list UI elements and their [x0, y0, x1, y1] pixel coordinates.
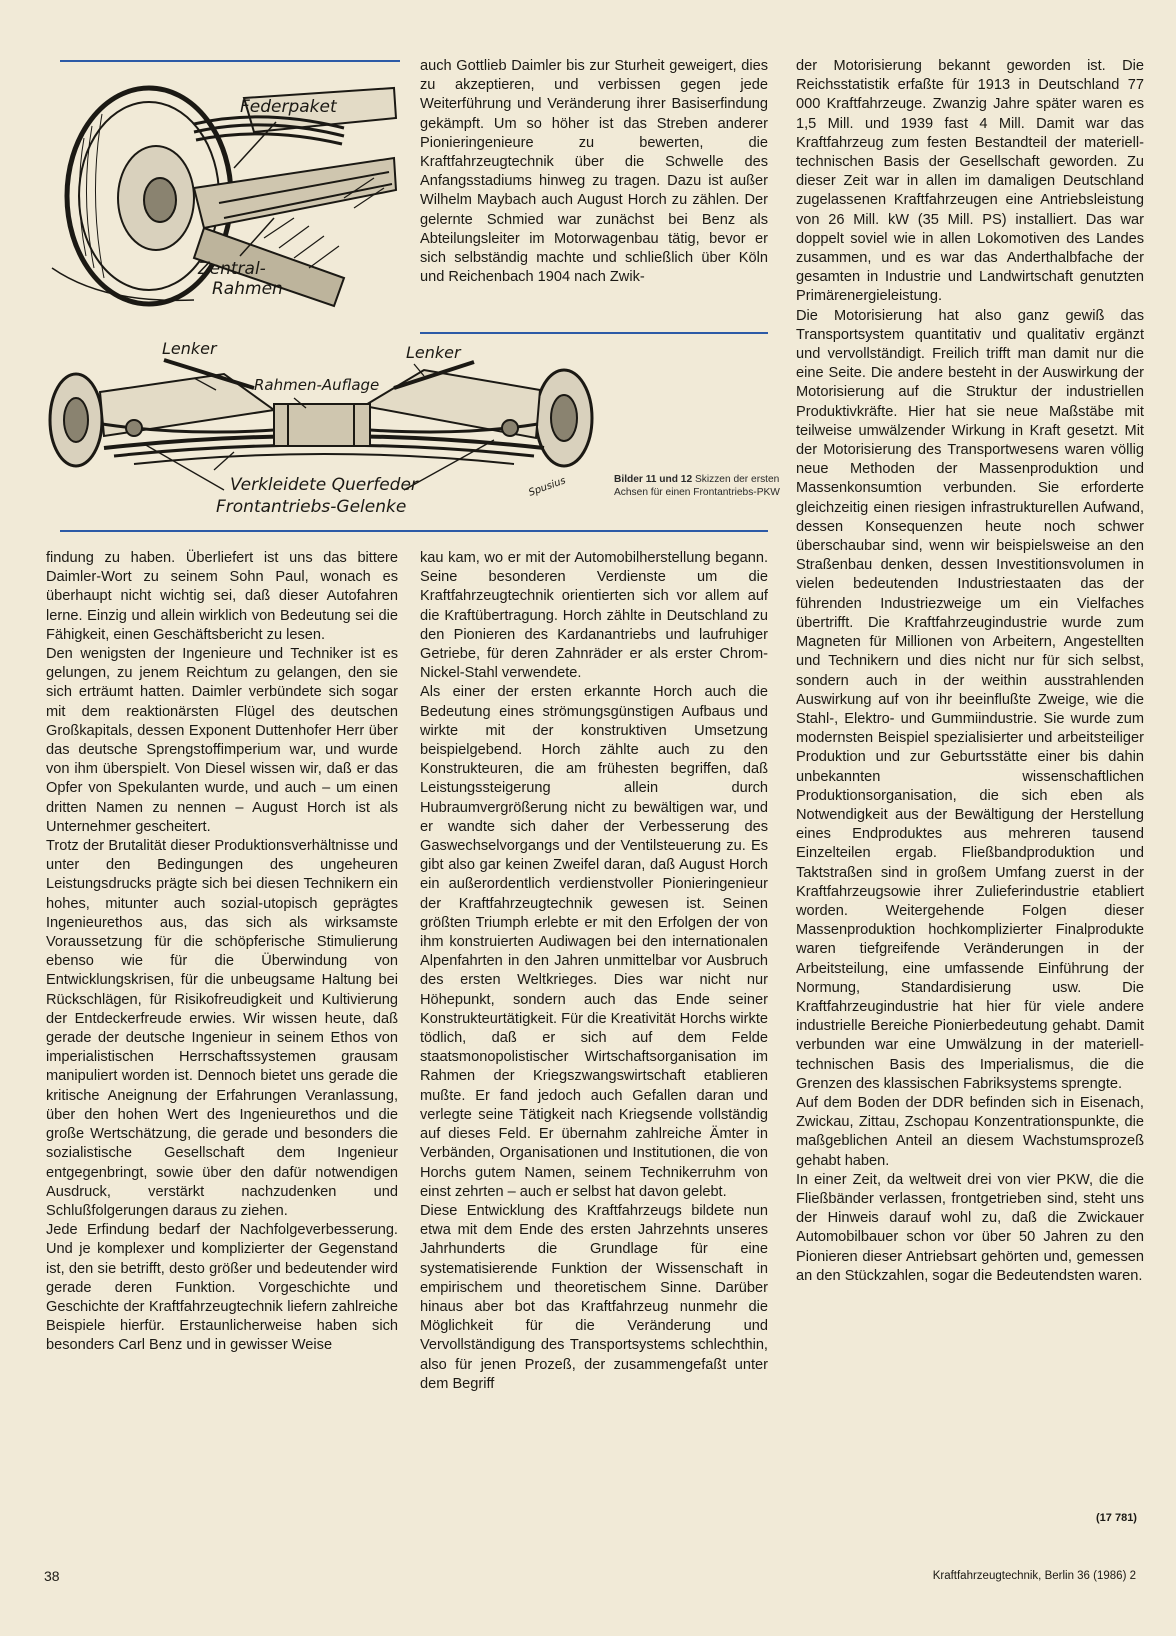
- column-right: [796, 57, 1144, 1286]
- paragraph: der Motorisierung bekannt geworden ist. Die Reichsstatistik erfaßte für 1913 in Deutschland 77 000 Kraftfahrzeuge. Zwanzig Jahre später waren es 1,5 Mill. und 1939 fast 4 Mill. Damit war das Kraftfahrzeug zum festen Bestandteil der materiell-technischen Basis der Gesellschaft geworden. Zu dieser Zeit war in allen im damaligen Deutschland zugelassenen Kraftfahrzeugen eine Antriebsleistung von 26 Mill. kW (35 Mill. PS) installiert. Das war doppelt soviel wie in allen Lokomotiven des Landes zusammen, und es war das Anderthalbfache der gesamten in Industrie und Landwirtschaft genutzten Primärenergieleistung.: [796, 58, 1144, 305]
- figure-12-drawing: [44, 340, 604, 526]
- paragraph: Als einer der ersten erkannte Horch auch die Bedeutung eines strömungsgünstigen Aufbaus und wirkte mit der konstruktiven Umsetzung beispielgebend. Horch zählte auch zu den Konstrukteuren, die am frühesten begriffen, daß Leistungssteigerung allein durch Hubraumvergrößerung nicht zu bewältigen war, und er wandte sich daher der Verbesserung des Gaswechselvorgangs und der Ventilsteuerung zu. Es gibt also gar keinen Zweifel daran, daß August Horch ein außerordentlich verdienstvoller Pionieringenieur der Kraftfahrzeugtechnik gewesen ist. Seinen größten Triumph erlebte er mit den Erfolgen der von ihm konstruierten Audiwagen bei den internationalen Alpenfahrten in den Jahren unmittelbar vor Ausbruch des ersten Weltkrieges. Dies war nicht nur Höhepunkt, sondern auch das Ende seiner Konstrukteurtätigkeit. Für die Kreativität Horchs wirkte tödlich, daß er sich auf dem Felde staatsmonopolistischer Wirtschaftsorganisation im Rahmen der Kriegszwangswirtschaft etablieren mußte. Er fand jedoch auch Gefallen daran und verlegte seine Tätigkeit nach Kriegsende vollständig auf dieses Feld. Er übernahm zahlreiche Ämter in Verbänden, Organisationen und Institutionen, die von Horchs gutem Namen, seinem Technikerruhm von einst zehrten – auch er selbst hat davon gelebt.: [420, 684, 768, 1200]
- column-middle: [420, 549, 768, 1394]
- paragraph: In einer Zeit, da weltweit drei von vier PKW, die die Fließbänder verlassen, frontgetrieben sind, steht uns der Hinweis darauf wohl zu, daß die Zwickauer Automobilbauer schon vor über 50 Jahren zu den Pionieren dieser Antriebsart gehörten und, gemessen an den Stückzahlen, sogar die Bedeutendsten waren.: [796, 1171, 1144, 1284]
- paragraph: kau kam, wo er mit der Automobilherstellung begann. Seine besonderen Verdienste um die Kraftfahrzeugtechnik orientierten sich vor allem auf die Kraftübertragung. Horch zählte in Deutschland zu den Pionieren des Kardanantriebs und laufruhiger Getriebe, für deren Zahnräder er als erster Chrom-Nickel-Stahl verwendete.: [420, 550, 768, 682]
- label-lenker-right: Lenker: [406, 343, 461, 362]
- paragraph: Trotz der Brutalität dieser Produktionsverhältnisse und unter den Bedingungen des ungeheuren Leistungsdrucks prägte sich bei diesen Technikern ein hohes, mitunter auch sozial-utopisch geprägtes Ingenieurethos aus, das sich als wirksamste Voraussetzung für die schöpferische Stimulierung ebenso wie für die Überwindung von Entwicklungskrisen, für die unbeugsame Haltung bei Rückschlägen, für Risikofreudigkeit und Kultivierung der Entdeckerfreude erwies. Wir wissen heute, daß gerade der deutsche Ingenieur in seinem Ethos von imperialistischen Herrschaftssystemen grausam manipuliert worden ist. Dennoch bietet uns gerade die kritische Aneignung der Erfahrungen Veranlassung, über den hohen Wert des Ingenieurethos und die große Wertschätzung, die gerade und besonders die sozialistische Gesellschaft dem Ingenieur entgegenbringt, sowie über den dafür notwendigen Ausdruck, verstärkt nachzudenken und Schlußfolgerungen daraus zu ziehen.: [46, 838, 398, 1219]
- figure-11-drawing: [44, 68, 406, 308]
- figure-bottom-rule: [60, 530, 768, 532]
- label-rahmen-auflage: Rahmen-Auflage: [254, 376, 380, 394]
- caption-figure-numbers: Bilder 11 und 12: [614, 474, 693, 485]
- paragraph: findung zu haben. Überliefert ist uns das bittere Daimler-Wort zu seinem Sohn Paul, wonach es überhaupt nicht wichtig sei, daß dieser Autofahren lerne. Einzig und allein wirklich von Bedeutung sei die Fähigkeit, einen Geschäftsbericht zu lesen.: [46, 550, 398, 643]
- label-zentral: Zentral-: [198, 259, 266, 279]
- figure-caption: [614, 473, 786, 499]
- article-reference-number: (17 781): [1096, 1512, 1137, 1524]
- paragraph: auch Gottlieb Daimler bis zur Sturheit geweigert, dies zu akzeptieren, und verbissen gegen jede Weiterführung und Veränderung ihrer Basiserfindung gekämpft. Um so höher ist das Streben anderer Pionieringenieure zu bewerten, die Kraftfahrzeugtechnik über die Schwelle des Anfangsstadiums hinweg zu tragen. Dazu ist außer Wilhelm Maybach auch August Horch zu zählen. Der gelernte Schmied war zunächst bei Benz als Abteilungsleiter im Motorwagenbau tätig, bevor er sich selbständig machte und schließlich über Köln und Reichenbach 1904 nach Zwik-: [420, 58, 768, 286]
- artist-signature: Spusius: [527, 475, 568, 499]
- label-rahmen: Rahmen: [212, 279, 283, 299]
- figure-11-axle-sketch: [44, 68, 406, 308]
- middle-rule: [420, 332, 768, 334]
- paragraph: Die Motorisierung hat also ganz gewiß das Transportsystem quantitativ und qualitativ ergänzt und vervollständigt. Freilich trifft man damit nur die eine Seite. Die andere besteht in der Auswirkung der Motorisierung auf die Struktur der industriellen Produktivkräfte. Hier hat sie neue Maßstäbe mit teilweise umwälzender Wirkung in Kraft gesetzt. Mit der Motorisierung des Transportwesens waren völlig neue Methoden der Massenproduktion und Massenkonsumtion verbunden. Sie erforderte gleichzeitig einen riesigen infrastrukturellen Aufwand, dessen Konsequenzen heute noch schwer überschaubar sind, wenn wir beispielsweise an den Straßenbau denken, dessen Investitionsvolumen in vielen bedeutenden Industriestaaten das der führenden Industriezweige um ein Vielfaches übertrifft. Die Kraftfahrzeugindustrie wurde zum Magneten für Millionen von Arbeitern, Angestellten und Technikern und dies nicht nur für sich selbst, sondern auch in der weithin ausstrahlenden Auswirkung auf von ihr beeinflußte Zweige, wie die Stahl-, Elektro- und Gummiindustrie. Sie wurde zum modernsten Beispiel spezialisierter und arbeitsteiliger Produktion und zur Geburtsstätte einer bis dahin unbekannten wissenschaftlichen Produktionsorganisation, die sich eben als Notwendigkeit aus der Bewältigung der Herstellung eines Endproduktes aus mehreren tausend Einzelteilen ergab. Fließbandproduktion und Taktstraßen sind in großem Umfang zuerst in der Kraftfahrzeugsowie ihrer Zulieferindustrie etabliert worden. Weitergehende Folgen dieser Massenproduktion hochkomplizierter Finalprodukte waren tiefgreifende Veränderungen in der Arbeitsteilung, eine umfassende Einführung der Normung, Standardisierung usw. Die Kraftfahrzeugindustrie hat hier für viele andere industrielle Bereiche Pionierbedeutung gehabt. Damit verbunden war eine Umwälzung in der materiell-technischen Basis des Imperialismus, die die Grenzen des klassischen Fabriksystems sprengte.: [796, 307, 1144, 1092]
- paragraph: Jede Erfindung bedarf der Nachfolgeverbesserung. Und je komplexer und komplizierter der Gegenstand ist, den sie betrifft, desto größer und bedeutender wird gerade deren Funktion. Vorgeschichte und Geschichte der Kraftfahrzeugtechnik liefern zahlreiche Beispiele hierfür. Erstaunlicherweise haben sich besonders Carl Benz und in gewisser Weise: [46, 1222, 398, 1354]
- figure-12-axle-sketch: [44, 340, 604, 526]
- paragraph: Den wenigsten der Ingenieure und Techniker ist es gelungen, zu jenem Reichtum zu gelangen, den sie sich erträumt hatten. Daimler verbündete sich sogar mit dem reaktionärsten Flügel des deutschen Großkapitals, dessen Exponent Duttenhofer Herr über das deutsche Sprengstoffimperium war, und wurde von ihm überspielt. Von Diesel wissen wir, daß er das Opfer von Spekulanten wurde, und auch – um einen dritten Namen zu nennen – August Horch ist als Unternehmer gescheitert.: [46, 646, 398, 835]
- label-verkleidete-querfeder: Verkleidete Querfeder: [230, 475, 418, 495]
- page-number: 38: [44, 1568, 60, 1584]
- label-lenker-left: Lenker: [162, 340, 217, 358]
- journal-citation: Kraftfahrzeugtechnik, Berlin 36 (1986) 2: [932, 1570, 1136, 1582]
- paragraph: Diese Entwicklung des Kraftfahrzeugs bildete nun etwa mit dem Ende des ersten Jahrzehnts unseres Jahrhunderts die Grundlage für eine systematisierende Funktion der Wissenschaft in empirischem und theoretischem Sinne. Darüber hinaus aber bot das Kraftfahrzeug nunmehr die Möglichkeit für die Veränderung und Vervollständigung des Transportsystems schlechthin, also für jenen Prozeß, der zusammengefaßt unter dem Begriff: [420, 1202, 768, 1392]
- caption-text: Skizzen der ersten Achsen für einen Frontantriebs-PKW: [614, 474, 780, 498]
- label-frontantriebs-gelenke: Frontantriebs-Gelenke: [216, 497, 407, 517]
- label-federpaket: Federpaket: [240, 97, 337, 117]
- paragraph: Auf dem Boden der DDR befinden sich in Eisenach, Zwickau, Zittau, Zschopau Konzentrationspunkte, die maßgeblichen Anteil an diesem Wachstumsprozeß gehabt haben.: [796, 1094, 1144, 1169]
- column-middle-top: [420, 57, 768, 287]
- column-left: [46, 549, 398, 1356]
- top-left-rule: [60, 60, 400, 62]
